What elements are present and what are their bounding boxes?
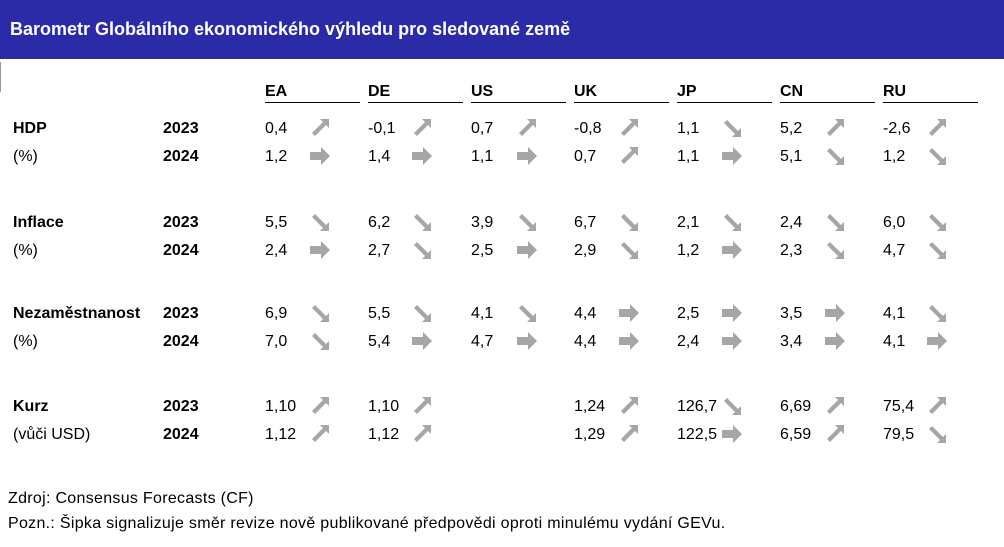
cell-value: 2,1 <box>677 214 700 231</box>
cell-value: 1,10 <box>368 398 400 415</box>
row-year: 2023 <box>163 120 199 137</box>
cell-value: -0,8 <box>574 120 602 137</box>
cell-value: 2,3 <box>780 242 803 259</box>
cell-value: 6,59 <box>780 426 812 443</box>
row-label: Inflace <box>13 214 64 231</box>
column-header-ea: EA <box>265 83 360 103</box>
arrow-right-icon <box>720 422 744 446</box>
cell-value: 1,2 <box>883 148 906 165</box>
column-header-us: US <box>471 83 566 103</box>
cell-value: 2,7 <box>368 242 391 259</box>
arrow-down-right-icon <box>925 210 949 234</box>
footnote: Pozn.: Šipka signalizuje směr revize nově publikované předpovědi oproti minulému vydání GEVu. <box>8 515 726 532</box>
column-header-de: DE <box>368 83 463 103</box>
row-label: Kurz <box>13 398 49 415</box>
row-unit: (%) <box>13 333 38 350</box>
cell-value: 1,1 <box>677 120 700 137</box>
cell-value: 122,5 <box>677 426 718 443</box>
arrow-up-right-icon <box>823 394 847 418</box>
cell-value: 1,2 <box>265 148 288 165</box>
cell-value: 6,9 <box>265 305 288 322</box>
cell-value: 5,1 <box>780 148 803 165</box>
cell-value: -0,1 <box>368 120 396 137</box>
cell-value: 0,7 <box>471 120 494 137</box>
cell-value: 4,1 <box>471 305 494 322</box>
arrow-down-right-icon <box>515 210 539 234</box>
page-edge-line <box>0 62 1 92</box>
cell-value: 79,5 <box>883 426 915 443</box>
row-unit: (%) <box>13 242 38 259</box>
arrow-right-icon <box>720 329 744 353</box>
arrow-up-right-icon <box>823 116 847 140</box>
arrow-down-right-icon <box>823 144 847 168</box>
cell-value: 1,12 <box>368 426 400 443</box>
cell-value: 5,2 <box>780 120 803 137</box>
arrow-up-right-icon <box>617 116 641 140</box>
column-header-uk: UK <box>574 83 669 103</box>
arrow-down-right-icon <box>925 422 949 446</box>
arrow-right-icon <box>823 301 847 325</box>
cell-value: 1,2 <box>677 242 700 259</box>
cell-value: 3,9 <box>471 214 494 231</box>
row-unit: (%) <box>13 148 38 165</box>
cell-value: 3,5 <box>780 305 803 322</box>
arrow-right-icon <box>410 329 434 353</box>
row-year: 2024 <box>163 242 199 259</box>
cell-value: 1,1 <box>471 148 494 165</box>
cell-value: 2,4 <box>677 333 700 350</box>
arrow-down-right-icon <box>823 210 847 234</box>
arrow-up-right-icon <box>308 116 332 140</box>
arrow-down-right-icon <box>515 301 539 325</box>
arrow-up-right-icon <box>308 394 332 418</box>
cell-value: 2,5 <box>677 305 700 322</box>
arrow-down-right-icon <box>410 238 434 262</box>
arrow-right-icon <box>308 238 332 262</box>
row-year: 2023 <box>163 305 199 322</box>
cell-value: 2,9 <box>574 242 597 259</box>
arrow-down-right-icon <box>720 116 744 140</box>
row-year: 2023 <box>163 398 199 415</box>
cell-value: 4,4 <box>574 305 597 322</box>
cell-value: 7,0 <box>265 333 288 350</box>
row-label: Nezaměstnanost <box>13 305 141 322</box>
arrow-down-right-icon <box>308 301 332 325</box>
cell-value: 2,4 <box>780 214 803 231</box>
cell-value: -2,6 <box>883 120 911 137</box>
arrow-up-right-icon <box>925 116 949 140</box>
arrow-right-icon <box>720 238 744 262</box>
arrow-right-icon <box>410 144 434 168</box>
arrow-up-right-icon <box>308 422 332 446</box>
arrow-up-right-icon <box>617 144 641 168</box>
cell-value: 1,24 <box>574 398 606 415</box>
arrow-right-icon <box>515 144 539 168</box>
cell-value: 6,7 <box>574 214 597 231</box>
cell-value: 5,4 <box>368 333 391 350</box>
arrow-down-right-icon <box>410 301 434 325</box>
arrow-right-icon <box>823 329 847 353</box>
cell-value: 0,7 <box>574 148 597 165</box>
row-unit: (vůči USD) <box>13 426 91 443</box>
row-year: 2024 <box>163 426 199 443</box>
column-header-jp: JP <box>677 83 772 103</box>
source-note: Zdroj: Consensus Forecasts (CF) <box>8 490 254 507</box>
arrow-up-right-icon <box>925 394 949 418</box>
cell-value: 2,4 <box>265 242 288 259</box>
arrow-down-right-icon <box>925 238 949 262</box>
cell-value: 0,4 <box>265 120 288 137</box>
row-year: 2024 <box>163 148 199 165</box>
cell-value: 6,2 <box>368 214 391 231</box>
cell-value: 1,4 <box>368 148 391 165</box>
cell-value: 3,4 <box>780 333 803 350</box>
arrow-down-right-icon <box>823 238 847 262</box>
arrow-down-right-icon <box>720 210 744 234</box>
cell-value: 2,5 <box>471 242 494 259</box>
cell-value: 6,69 <box>780 398 812 415</box>
page-title: Barometr Globálního ekonomického výhledu pro sledované země <box>0 0 1004 59</box>
cell-value: 1,10 <box>265 398 297 415</box>
arrow-up-right-icon <box>617 394 641 418</box>
arrow-up-right-icon <box>515 116 539 140</box>
arrow-up-right-icon <box>823 422 847 446</box>
arrow-right-icon <box>617 329 641 353</box>
cell-value: 1,1 <box>677 148 700 165</box>
arrow-down-right-icon <box>308 329 332 353</box>
cell-value: 1,29 <box>574 426 606 443</box>
cell-value: 6,0 <box>883 214 906 231</box>
cell-value: 4,4 <box>574 333 597 350</box>
column-header-ru: RU <box>883 83 978 103</box>
cell-value: 4,1 <box>883 333 906 350</box>
column-header-cn: CN <box>780 83 875 103</box>
arrow-down-right-icon <box>925 301 949 325</box>
row-year: 2023 <box>163 214 199 231</box>
arrow-down-right-icon <box>410 210 434 234</box>
cell-value: 5,5 <box>265 214 288 231</box>
cell-value: 5,5 <box>368 305 391 322</box>
arrow-right-icon <box>308 144 332 168</box>
arrow-down-right-icon <box>617 210 641 234</box>
arrow-right-icon <box>617 301 641 325</box>
arrow-up-right-icon <box>617 422 641 446</box>
cell-value: 4,7 <box>471 333 494 350</box>
cell-value: 1,12 <box>265 426 297 443</box>
row-year: 2024 <box>163 333 199 350</box>
row-label: HDP <box>13 120 47 137</box>
cell-value: 126,7 <box>677 398 718 415</box>
arrow-up-right-icon <box>410 394 434 418</box>
arrow-right-icon <box>515 238 539 262</box>
arrow-down-right-icon <box>720 394 744 418</box>
arrow-right-icon <box>515 329 539 353</box>
arrow-up-right-icon <box>410 116 434 140</box>
arrow-up-right-icon <box>410 422 434 446</box>
arrow-down-right-icon <box>617 238 641 262</box>
arrow-right-icon <box>720 144 744 168</box>
arrow-right-icon <box>720 301 744 325</box>
cell-value: 75,4 <box>883 398 915 415</box>
arrow-down-right-icon <box>925 144 949 168</box>
cell-value: 4,7 <box>883 242 906 259</box>
arrow-right-icon <box>925 329 949 353</box>
cell-value: 4,1 <box>883 305 906 322</box>
arrow-down-right-icon <box>308 210 332 234</box>
